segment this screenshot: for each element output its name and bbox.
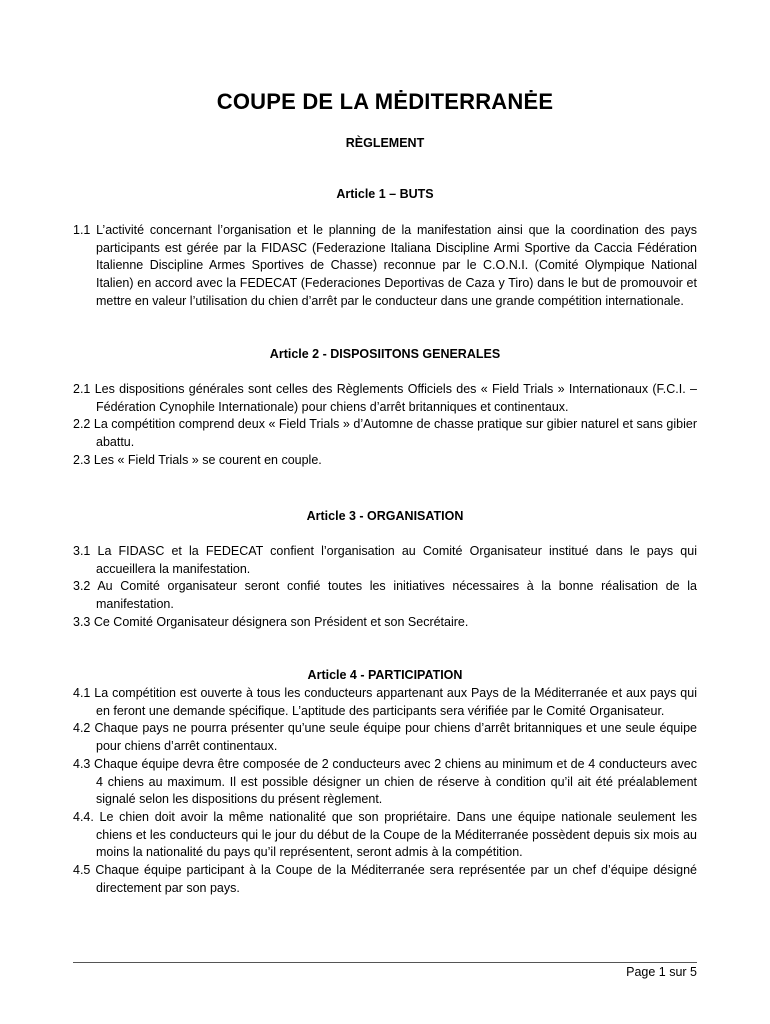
article-2-body: [73, 381, 697, 470]
paragraph-2-3: 2.3 Les « Field Trials » se courent en couple.: [73, 452, 322, 467]
article-4-heading: Article 4 - PARTICIPATION: [307, 668, 463, 682]
paragraph-4-3: 4.3 Chaque équipe devra être composée de 2 conducteurs avec 2 chiens au minimum et de 4 conducteurs avec 4 chiens au maximum. Il est possible désigner un chien de réserve à condition qu’il ait été préalablement signalé selon les dispositions du présent règlement.: [73, 756, 697, 807]
document-subtitle: RÈGLEMENT: [345, 136, 425, 150]
article-3-heading: Article 3 - ORGANISATION: [306, 509, 464, 523]
article-3-body: [73, 543, 697, 632]
page-number: Page 1 sur 5: [626, 965, 697, 979]
footer-divider: [73, 962, 697, 963]
paragraph-3-2: 3.2 Au Comité organisateur seront confié toutes les initiatives nécessaires à la bonne réalisation de la manifestation.: [73, 579, 697, 612]
paragraph-4-1: 4.1 La compétition est ouverte à tous les conducteurs appartenant aux Pays de la Méditerranée et aux pays qui en feront une demande spécifique. L’aptitude des participants sera vérifiée par le Comité Organisateur.: [73, 686, 697, 718]
article-1-body: [73, 222, 697, 311]
paragraph-3-1: 3.1 La FIDASC et la FEDECAT confient l’organisation au Comité Organisateur institué dans le pays qui accueillera la manifestation.: [73, 544, 697, 576]
paragraph-3-3: 3.3 Ce Comité Organisateur désignera son Président et son Secrétaire.: [73, 614, 469, 629]
paragraph-4-4: 4.4. Le chien doit avoir la même nationalité que son propriétaire. Dans une équipe nationale seulement les chiens et les conducteurs qui le jour du début de la Coupe de la Méditerranée possèdent depuis six mois au moins la nationalité du pays qu’il représentent, seront admis à la compétition.: [73, 809, 697, 860]
article-1-heading: Article 1 – BUTS: [336, 187, 434, 201]
paragraph-2-2: 2.2 La compétition comprend deux « Field Trials » d’Automne de chasse pratique sur gibier naturel et sans gibier abattu.: [73, 417, 697, 450]
paragraph-4-2: 4.2 Chaque pays ne pourra présenter qu’une seule équipe pour chiens d’arrêt britanniques et une seule équipe pour chiens d’arrêt continentaux.: [73, 721, 697, 754]
article-4-body: [73, 685, 697, 897]
paragraph-1-1: 1.1 L’activité concernant l’organisation et le planning de la manifestation ainsi que la coordination des pays participants est gérée par la FIDASC (Federazione Italiana Discipline Armi Sportive da Caccia Fédération Italienne Discipline Armes Sportives de Chasse) reconnue par le C.O.N.I. (Comité Olympique National Italien) en accord avec la FEDECAT (Federaciones Deportivas de Caza y Tiro) dans le but de promouvoir et mettre en valeur l’utilisation du chien d’arrêt par le conducteur dans une grande compétition internationale.: [73, 223, 697, 308]
paragraph-2-1: 2.1 Les dispositions générales sont celles des Règlements Officiels des « Field Trials » Internationaux (F.C.I. – Fédération Cynophile Internationale) pour chiens d’arrêt britanniques et continentaux.: [73, 382, 697, 414]
paragraph-4-5: 4.5 Chaque équipe participant à la Coupe de la Méditerranée sera représentée par un chef d’équipe désigné directement par son pays.: [73, 863, 697, 895]
article-2-heading: Article 2 - DISPOSIITONS GENERALES: [269, 347, 501, 361]
document-title: COUPE DE LA MĖDITERRANĖE: [216, 89, 554, 114]
